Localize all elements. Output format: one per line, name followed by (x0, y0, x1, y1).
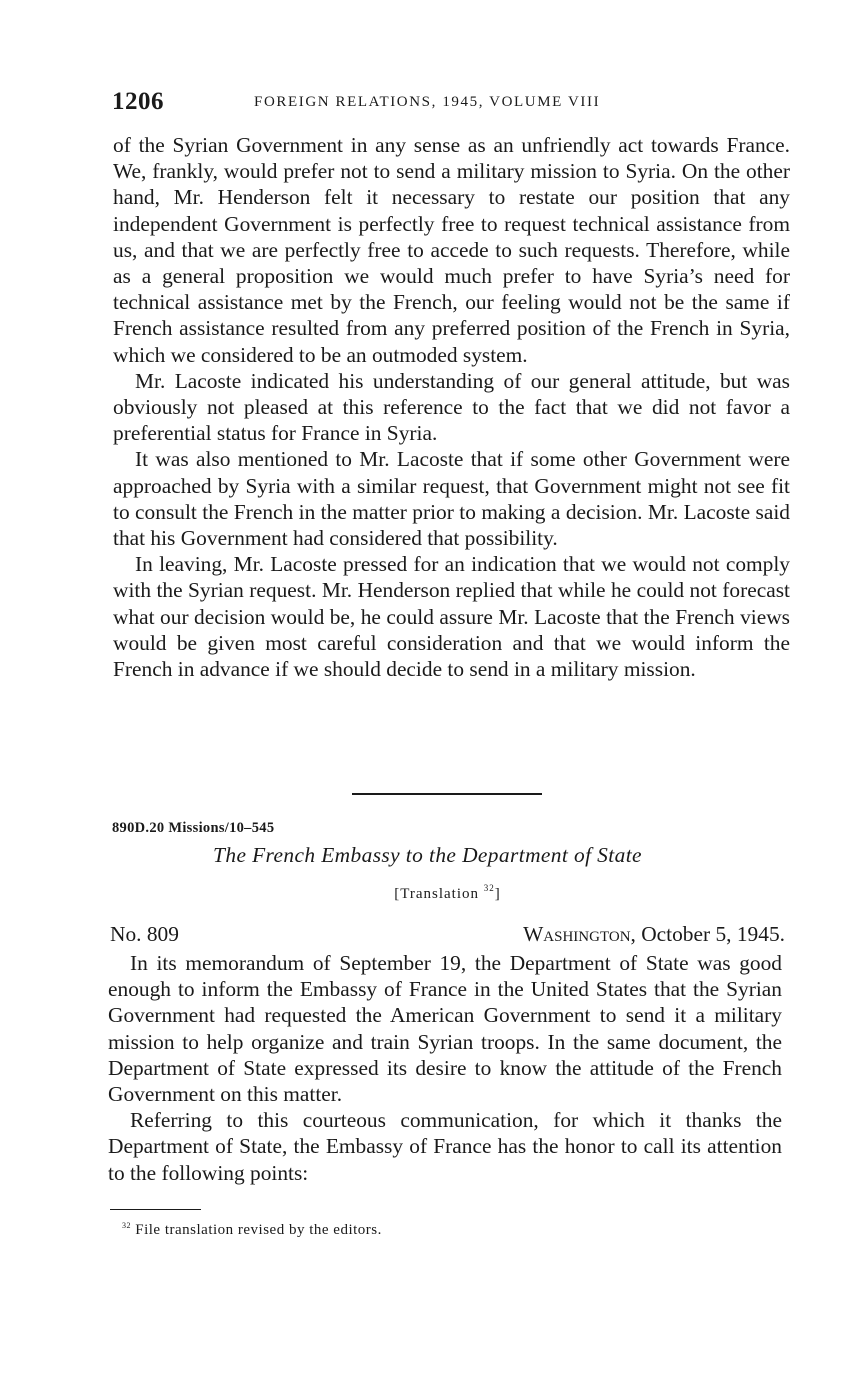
footnote-divider (110, 1209, 201, 1210)
translation-label (0, 883, 855, 903)
footnote-text: File translation revised by the editors. (135, 1222, 382, 1238)
footnote-reference: 32 (483, 883, 495, 893)
date: , October 5, 1945. (630, 922, 785, 946)
translation-close: ] (494, 886, 501, 902)
paragraph: It was also mentioned to Mr. Lacoste that if some other Government were approached by Syria with a similar request, that Government might not see fit to consult the French in the matter prior to making a decision. Mr. Lacoste said that his Government had considered that possibility. (113, 447, 790, 551)
paragraph: Mr. Lacoste indicated his understanding of our general attitude, but was obviously not pleased at this reference to the fact that we did not favor a preferential status for France in Syria. (113, 368, 790, 446)
page-header (112, 88, 792, 118)
footnote (122, 1222, 382, 1239)
footnote-mark: 32 (122, 1221, 131, 1230)
running-head: FOREIGN RELATIONS, 1945, VOLUME VIII (254, 94, 601, 110)
paragraph: In leaving, Mr. Lacoste pressed for an indication that we would not comply with the Syrian request. Mr. Henderson replied that while he could not forecast what our decision would be, he could assure Mr. Lacoste that the French views would be given most careful consideration and that we would inform the French in advance if we should decide to send in a military mission. (113, 552, 790, 682)
document-number: No. 809 (110, 922, 179, 946)
paragraph: of the Syrian Government in any sense as an unfriendly act towards France. We, frankly, would prefer not to send a military mission to Syria. On the other hand, Mr. Henderson felt it necessary to restate our position that any independent Government is perfectly free to request technical assistance from us, and that we are perfectly free to accede to such requests. Therefore, while as a general proposition we would much prefer to have Syria’s need for technical assistance met by the French, our feeling would not be the same if French assistance resulted from any preferred position of the French in Syria, which we considered to be an outmoded system. (113, 133, 790, 367)
translation-text: [Translation (394, 886, 480, 902)
file-reference: 890D.20 Missions/10–545 (112, 820, 275, 836)
place: Washington (523, 922, 631, 946)
paragraph: In its memorandum of September 19, the Department of State was good enough to inform the Embassy of France in the United States that the Syrian Government had requested the American Government to send it a military mission to help organize and train Syrian troops. In the same document, the Department of State expressed its desire to know the attitude of the French Government on this matter. (108, 951, 782, 1107)
page-number: 1206 (112, 88, 164, 115)
continued-memorandum-text (113, 132, 790, 682)
dateline (110, 922, 785, 948)
document-title: The French Embassy to the Department of State (213, 843, 642, 867)
section-divider (352, 793, 542, 795)
paragraph: Referring to this courteous communication, for which it thanks the Department of State, the Embassy of France has the honor to call its attention to the following points: (108, 1108, 782, 1185)
embassy-note-text (108, 950, 782, 1186)
place-and-date (523, 922, 785, 947)
